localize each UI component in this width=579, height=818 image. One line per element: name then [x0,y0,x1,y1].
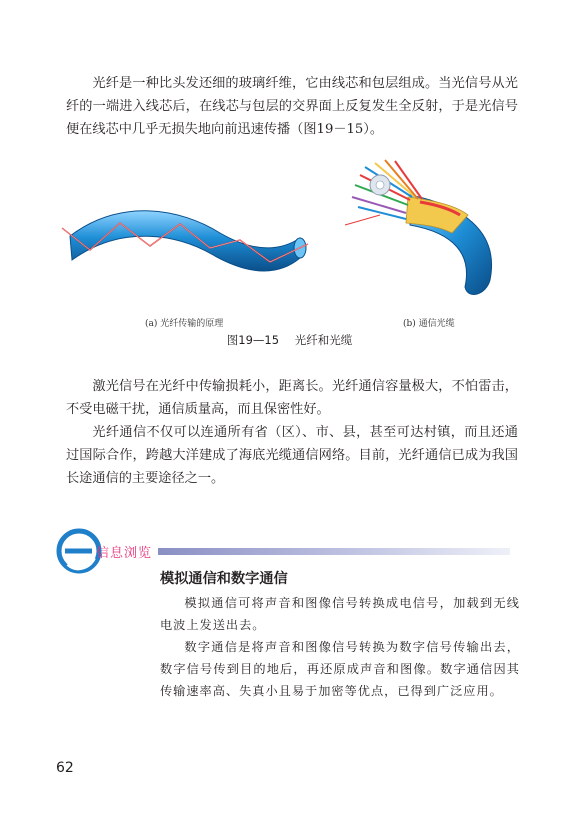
fiber-principle-figure [60,178,310,288]
sidebar-text-analog: 模拟通信可将声音和图像信号转换成电信号，加载到无线电波上发送出去。 [160,596,520,632]
sidebar-header-bar [158,548,510,555]
fiber-tube [70,211,300,271]
figure-sub-caption-a: (a) 光纤传输的原理 [145,319,224,329]
paragraph-loss: 激光信号在光纤中传输损耗小，距离长。光纤通信容量极大，不怕雷击，不受电磁干扰，通信质量高，而且保密性好。 [66,379,518,417]
sidebar-label: 信息浏览 [96,546,153,561]
sidebar-title: 模拟通信和数字通信 [160,571,288,587]
intro-paragraph: 光纤是一种比头发还细的玻璃纤维，它由线芯和包层组成。当光信号从光纤的一端进入线芯后，在线芯与包层的交界面上反复发生全反射，于是光信号便在线芯中几乎无损失地向前迅速传播（图19－15）。 [66,76,518,137]
figure-caption-text: 光纤和光缆 [294,333,353,347]
laser-line-b [345,215,380,225]
page-number: 62 [56,760,74,776]
sidebar-text-digital: 数字通信是将声音和图像信号转换为数字信号传输出去，数字信号传到目的地后，再还原成声音和图像。数字通信因其传输速率高、失真小且易于加密等优点，已得到广泛应用。 [160,640,520,698]
paragraph-network: 光纤通信不仅可以连通所有省（区）、市、县，甚至可达村镇，而且还通过国际合作，跨越大洋建成了海底光缆通信网络。目前，光纤通信已成为我国长途通信的主要途径之一。 [66,425,518,486]
figure-caption [0,332,579,348]
figure-sub-caption-b: (b) 通信光缆 [403,319,455,329]
optical-cable-figure [340,155,510,305]
figure-caption-number: 图19—15 [226,333,280,347]
